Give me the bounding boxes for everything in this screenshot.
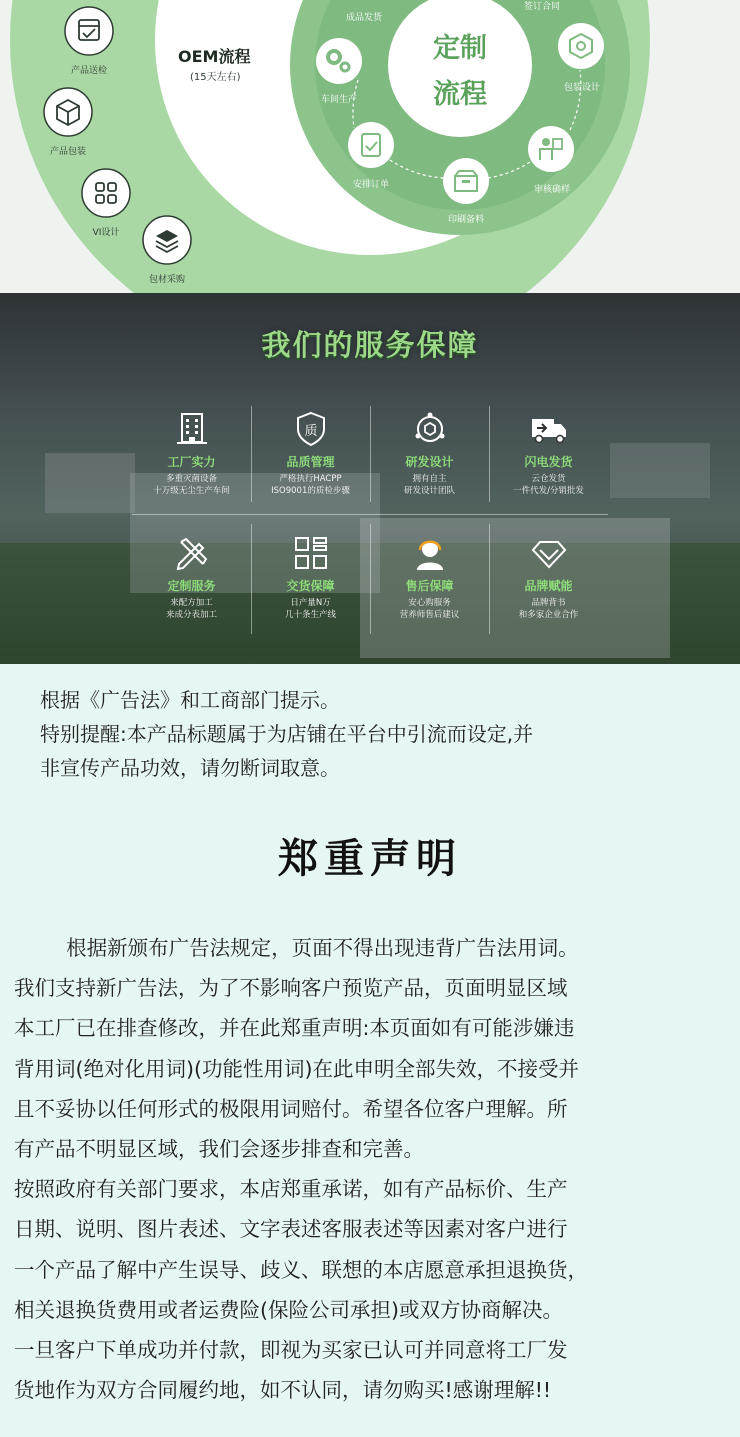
step-label-pack-design: 包装设计 <box>563 83 601 93</box>
step-label-contract: 签订合同 <box>523 2 561 12</box>
step-label-production: 车间生产 <box>320 95 358 105</box>
material-box-icon <box>443 158 489 204</box>
service-name: 品质管理 <box>286 455 335 469</box>
service-guarantee-section <box>0 293 740 664</box>
service-item-aftersale <box>370 530 489 646</box>
declaration-line: 根据新颁布广告法规定，页面不得出现违背广告法用词。 <box>14 936 579 960</box>
step-label-review: 审核确样 <box>533 185 571 195</box>
declaration-body <box>14 928 730 1410</box>
service-desc: 严格执行HACPP <box>279 474 342 484</box>
declaration-line: 按照政府有关部门要求，本店郑重承诺，如有产品标价、生产 <box>14 1177 568 1202</box>
service-item-quality <box>251 406 370 522</box>
grid-layout-icon <box>292 534 330 572</box>
service-name: 研发设计 <box>405 455 454 469</box>
oem-process-title: OEM流程 <box>178 47 251 66</box>
service-desc: 拥有自主 <box>412 474 447 484</box>
custom-process-section <box>0 0 740 293</box>
declaration-line: 背用词(绝对化用词)(功能性用词)在此申明全部失效，不接受并 <box>14 1056 579 1081</box>
step-label-print: 印刷备料 <box>447 215 485 225</box>
service-desc: ISO9001的质检步骤 <box>271 486 350 496</box>
inspect-icon <box>65 7 113 55</box>
declaration-line: 一旦客户下单成功并付款，即视为买家已认可并同意将工厂发 <box>14 1338 568 1363</box>
layers-icon <box>143 216 191 264</box>
service-item-delivery <box>251 530 370 646</box>
design-tools-icon <box>173 534 211 572</box>
service-desc: 营养师售后建议 <box>399 610 460 620</box>
step-label-inspect: 产品送检 <box>70 66 108 76</box>
service-desc: 安心购服务 <box>408 598 451 608</box>
wheel-center-title <box>420 26 500 118</box>
service-item-brand <box>489 530 608 646</box>
service-desc: 研发设计团队 <box>403 486 455 496</box>
declaration-line: 相关退换货费用或者运费险(保险公司承担)或双方协商解决。 <box>14 1297 563 1322</box>
service-desc: 来成分表加工 <box>165 610 217 620</box>
declaration-line: 日期、说明、图片表述、文字表述客服表述等因素对客户进行 <box>14 1217 568 1242</box>
step-label-package: 产品包装 <box>49 147 87 157</box>
service-desc: 多重灭菌设备 <box>165 474 217 484</box>
service-title: 我们的服务保障 <box>261 328 479 362</box>
service-item-shipping <box>489 406 608 522</box>
service-name: 工厂实力 <box>167 455 216 469</box>
factory-building-icon <box>173 410 211 448</box>
quality-shield-icon <box>292 410 330 448</box>
oem-process-duration: (15天左右) <box>190 72 241 83</box>
service-desc: 日产量N万 <box>290 598 331 608</box>
service-item-rd <box>370 406 489 522</box>
step-label-ship: 成品发货 <box>345 13 383 23</box>
service-item-custom <box>132 530 251 646</box>
ad-law-notice <box>40 683 730 785</box>
delivery-truck-icon <box>530 410 568 448</box>
service-desc: 一件代发/分销批发 <box>513 486 584 496</box>
declaration-line: 我们支持新广告法，为了不影响客户预览产品，页面明显区域 <box>14 976 568 1001</box>
service-desc: 品牌背书 <box>531 598 566 608</box>
svg-text:质: 质 <box>304 424 318 439</box>
package-icon <box>44 88 92 136</box>
declaration-line: 且不妥协以任何形式的极限用词赔付。希望各位客户理解。所 <box>14 1096 568 1121</box>
declaration-line: 有产品不明显区域，我们会逐步排查和完善。 <box>14 1137 424 1162</box>
customer-service-icon <box>411 534 449 572</box>
service-desc: 来配方加工 <box>170 598 213 608</box>
step-label-vi: VI设计 <box>92 228 120 238</box>
notice-line: 特别提醒:本产品标题属于为店铺在平台中引流而设定,并 <box>40 722 534 746</box>
gears-icon <box>316 38 362 84</box>
order-clipboard-icon <box>348 122 394 168</box>
service-name: 品牌赋能 <box>524 579 573 593</box>
service-desc: 几十条生产线 <box>284 610 336 620</box>
rd-network-icon <box>411 410 449 448</box>
service-name: 售后保障 <box>405 579 454 593</box>
service-grid <box>132 406 608 638</box>
service-name: 定制服务 <box>167 579 216 593</box>
service-desc: 云仓发货 <box>531 474 566 484</box>
brand-diamond-icon <box>530 534 568 572</box>
step-label-order: 安排订单 <box>352 180 390 190</box>
wheel-title-line2: 流程 <box>433 79 487 110</box>
process-wheel-graphic <box>0 0 740 293</box>
declaration-line: 一个产品了解中产生误导、歧义、联想的本店愿意承担退换货， <box>14 1257 588 1282</box>
declaration-title: 郑重声明 <box>278 836 462 882</box>
package-design-icon <box>558 23 604 69</box>
notice-line: 非宣传产品功效，请勿断词取意。 <box>40 756 340 780</box>
service-name: 闪电发货 <box>524 455 573 469</box>
wheel-title-line1: 定制 <box>433 33 487 64</box>
review-person-icon <box>528 126 574 172</box>
service-item-factory <box>132 406 251 522</box>
step-label-material: 包材采购 <box>148 275 186 285</box>
vi-grid-icon <box>82 169 130 217</box>
notice-line: 根据《广告法》和工商部门提示。 <box>40 688 340 712</box>
declaration-line: 本工厂已在排查修改，并在此郑重声明:本页面如有可能涉嫌违 <box>14 1016 575 1041</box>
service-desc: 和多家企业合作 <box>518 610 579 620</box>
service-name: 交货保障 <box>286 579 335 593</box>
declaration-line: 货地作为双方合同履约地，如不认同，请勿购买!感谢理解!! <box>14 1378 552 1403</box>
service-desc: 十万级无尘生产车间 <box>153 486 230 496</box>
